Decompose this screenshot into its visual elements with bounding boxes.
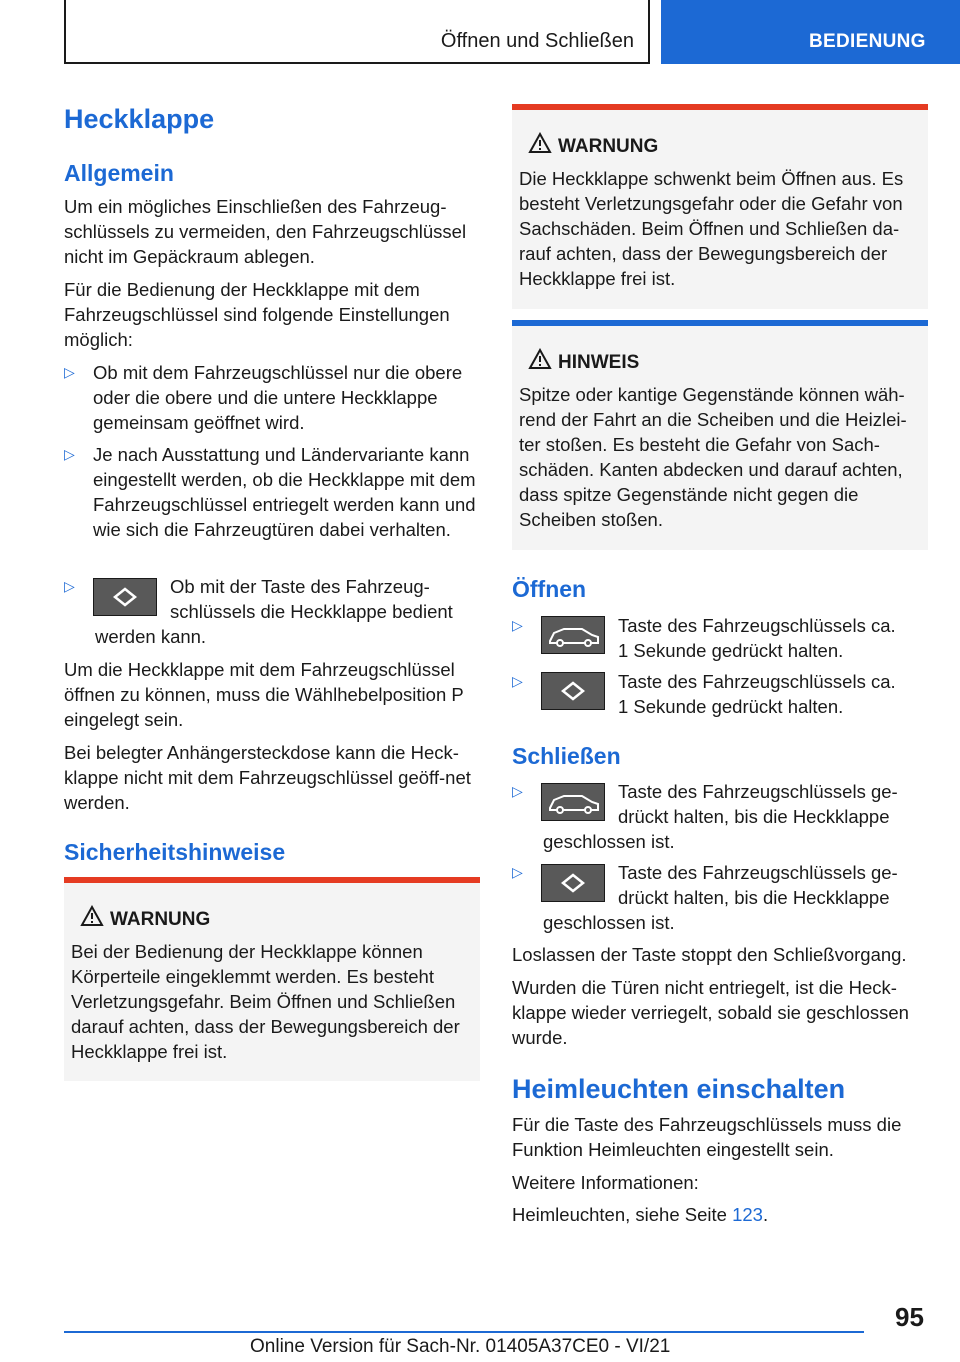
key-button-tailgate-icon: [541, 672, 605, 710]
heading-allgemein: Allgemein: [64, 160, 174, 186]
bullet-triangle-icon: ▷: [64, 578, 75, 594]
header-chapter: Öffnen und Schließen: [440, 30, 634, 52]
paragraph-einschliessen: Um ein mögliches Einschließen des Fahrzeug-schlüssels zu vermeiden, den Fahrzeugschlüssel nicht im Gepäckraum ablegen.: [64, 196, 467, 267]
header-section: BEDIENUNG: [809, 31, 926, 52]
paragraph-heimleuchten: Für die Taste des Fahrzeugschlüssels muss die Funktion Heimleuchten eingestellt sein.: [512, 1114, 902, 1160]
warning-title: WARNUNG: [110, 909, 211, 930]
warning-text: Die Heckklappe schwenkt beim Öffnen aus. Es besteht Verletzungsgefahr oder die Gefahr von Sachschäden. Beim Öffnen und Schließen da-rauf achten, dass der Bewegungsbereich der Heckklappe frei ist.: [519, 168, 904, 289]
key-button-tailgate-icon: [541, 864, 605, 902]
warning-box: [512, 104, 928, 309]
warning-title: WARNUNG: [558, 136, 659, 157]
paragraph-einstellungen: Für die Bedienung der Heckklappe mit dem Fahrzeugschlüssel sind folgende Einstellungen möglich:: [64, 279, 450, 350]
paragraph-verriegelt: Wurden die Türen nicht entriegelt, ist die Heck-klappe wieder verriegelt, sobald sie geschlossen wurde.: [512, 977, 909, 1048]
key-button-car-icon: [541, 616, 605, 654]
list-item: ▷ Ob mit dem Fahrzeugschlüssel nur die obere oder die obere und die untere Heckklappe gemeinsam geöffnet wird.: [64, 362, 463, 433]
bullet-triangle-icon: ▷: [512, 617, 523, 633]
bullet-triangle-icon: ▷: [64, 446, 75, 462]
warning-text: Bei der Bedienung der Heckklappe können Körperteile eingeklemmt werden. Es besteht Verletzungsgefahr. Beim Öffnen und Schließen darauf achten, dass der Bewegungsbereich der Heckklappe frei ist.: [71, 941, 460, 1062]
warning-triangle-icon: [528, 132, 552, 159]
paragraph-loslassen: Loslassen der Taste stoppt den Schließvorgang.: [512, 944, 907, 965]
paragraph-verweis: Heimleuchten, siehe Seite 123.: [512, 1204, 769, 1225]
header-chapter-tab: [64, 0, 650, 64]
key-button-tailgate-icon: [93, 578, 157, 616]
note-text: Spitze oder kantige Gegenstände können wäh-rend der Fahrt an die Scheiben und die Heizlei-ter stoßen. Es besteht die Gefahr von Sach-schäden. Kanten abdecken und darauf achten, dass spitze Gegenstände nicht gegen die Scheiben stoßen.: [519, 384, 907, 530]
heading-sicherheitshinweise: Sicherheitshinweise: [64, 839, 286, 865]
footer-divider: [64, 1331, 864, 1333]
header-section-tab: [661, 0, 960, 64]
key-button-car-icon: [541, 783, 605, 821]
heading-oeffnen: Öffnen: [512, 576, 587, 602]
bullet-triangle-icon: ▷: [512, 783, 523, 799]
warning-triangle-icon: [528, 348, 552, 375]
note-box: [512, 320, 928, 550]
warning-box: [64, 877, 480, 1081]
page-title: Heckklappe: [64, 104, 215, 134]
list-item: ▷ Taste des Fahrzeugschlüssels ge- drückt halten, bis die Heckklappe geschlossen ist.: [512, 781, 898, 852]
bullet-triangle-icon: ▷: [512, 864, 523, 880]
list-item: ▷ Ob mit der Taste des Fahrzeug- schlüssels die Heckklappe bedient werden kann.: [64, 576, 453, 647]
bullet-triangle-icon: ▷: [64, 364, 75, 380]
page-reference-link[interactable]: 123: [732, 1204, 763, 1225]
warning-triangle-icon: [80, 905, 104, 932]
paragraph-anhaenger: Bei belegter Anhängersteckdose kann die Heck-klappe nicht mit dem Fahrzeugschlüssel geöff-net werden.: [64, 742, 471, 813]
list-item: ▷ Je nach Ausstattung und Ländervariante kann eingestellt werden, ob die Heckklappe mit dem Fahrzeugschlüssel entriegelt werden kann und wie sich die Fahrzeugtüren dabei verhalten.: [64, 444, 476, 540]
list-item: ▷ Taste des Fahrzeugschlüssels ge- drückt halten, bis die Heckklappe geschlossen ist.: [512, 862, 898, 933]
footer-online-version: Online Version für Sach-Nr. 01405A37CE0 - VI/21: [250, 1336, 671, 1357]
paragraph-weitere-info: Weitere Informationen:: [512, 1172, 699, 1193]
paragraph-waehlhebel: Um die Heckklappe mit dem Fahrzeugschlüssel öffnen zu können, muss die Wählhebelposition P eingelegt sein.: [64, 659, 464, 730]
list-item: ▷ Taste des Fahrzeugschlüssels ca. 1 Sekunde gedrückt halten.: [512, 671, 896, 717]
bullet-triangle-icon: ▷: [512, 673, 523, 689]
list-item: ▷ Taste des Fahrzeugschlüssels ca. 1 Sekunde gedrückt halten.: [512, 615, 896, 661]
heading-schliessen: Schließen: [512, 743, 621, 769]
note-title: HINWEIS: [558, 352, 640, 373]
heading-heimleuchten: Heimleuchten einschalten: [512, 1074, 846, 1104]
page-number: 95: [895, 1302, 924, 1332]
